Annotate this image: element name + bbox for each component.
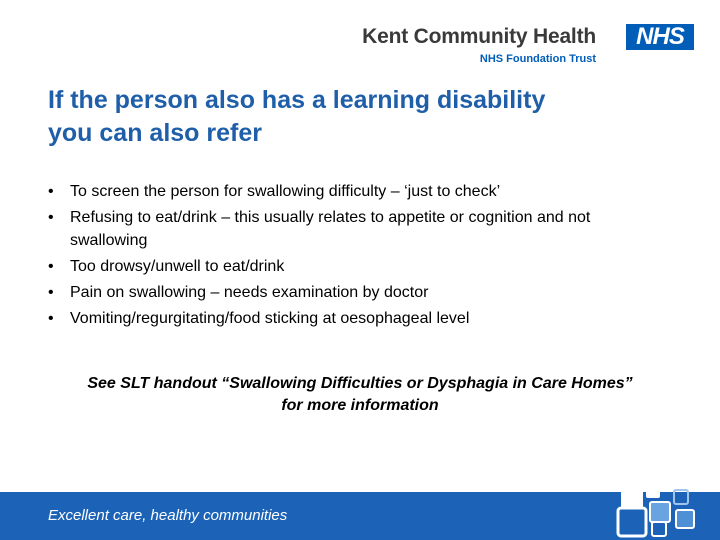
bullet-text: Refusing to eat/drink – this usually relates to appetite or cognition and not swallowing bbox=[70, 209, 591, 249]
bullet-icon: • bbox=[48, 183, 54, 200]
header-logo bbox=[362, 22, 694, 70]
org-subtitle: NHS Foundation Trust bbox=[479, 53, 596, 65]
squares-graphic-icon bbox=[614, 484, 704, 540]
bullet-icon: • bbox=[48, 310, 54, 327]
bullet-text: Vomiting/regurgitating/food sticking at oesophageal level bbox=[70, 310, 470, 327]
footer-tagline: Excellent care, healthy communities bbox=[48, 507, 288, 524]
slide-title bbox=[48, 84, 648, 150]
list-item bbox=[48, 281, 668, 304]
handout-note bbox=[40, 373, 680, 417]
list-item bbox=[48, 255, 668, 278]
bullet-list bbox=[48, 180, 668, 333]
footer-bar bbox=[0, 492, 720, 540]
bullet-text: Pain on swallowing – needs examination by doctor bbox=[70, 284, 429, 301]
org-name: Kent Community Health bbox=[362, 25, 596, 48]
bullet-icon: • bbox=[48, 284, 54, 301]
title-line-1: If the person also has a learning disability bbox=[48, 86, 546, 114]
title-line-2: you can also refer bbox=[48, 119, 262, 147]
note-line-1: See SLT handout “Swallowing Difficulties or Dysphagia in Care Homes” bbox=[87, 375, 633, 392]
list-item bbox=[48, 307, 668, 330]
list-item bbox=[48, 180, 668, 203]
bullet-icon: • bbox=[48, 209, 54, 226]
list-item bbox=[48, 206, 668, 252]
bullet-text: Too drowsy/unwell to eat/drink bbox=[70, 258, 285, 275]
nhs-logo-icon: NHS bbox=[626, 24, 694, 50]
note-line-2: for more information bbox=[281, 397, 439, 414]
bullet-text: To screen the person for swallowing difficulty – ‘just to check’ bbox=[70, 183, 501, 200]
bullet-icon: • bbox=[48, 258, 54, 275]
